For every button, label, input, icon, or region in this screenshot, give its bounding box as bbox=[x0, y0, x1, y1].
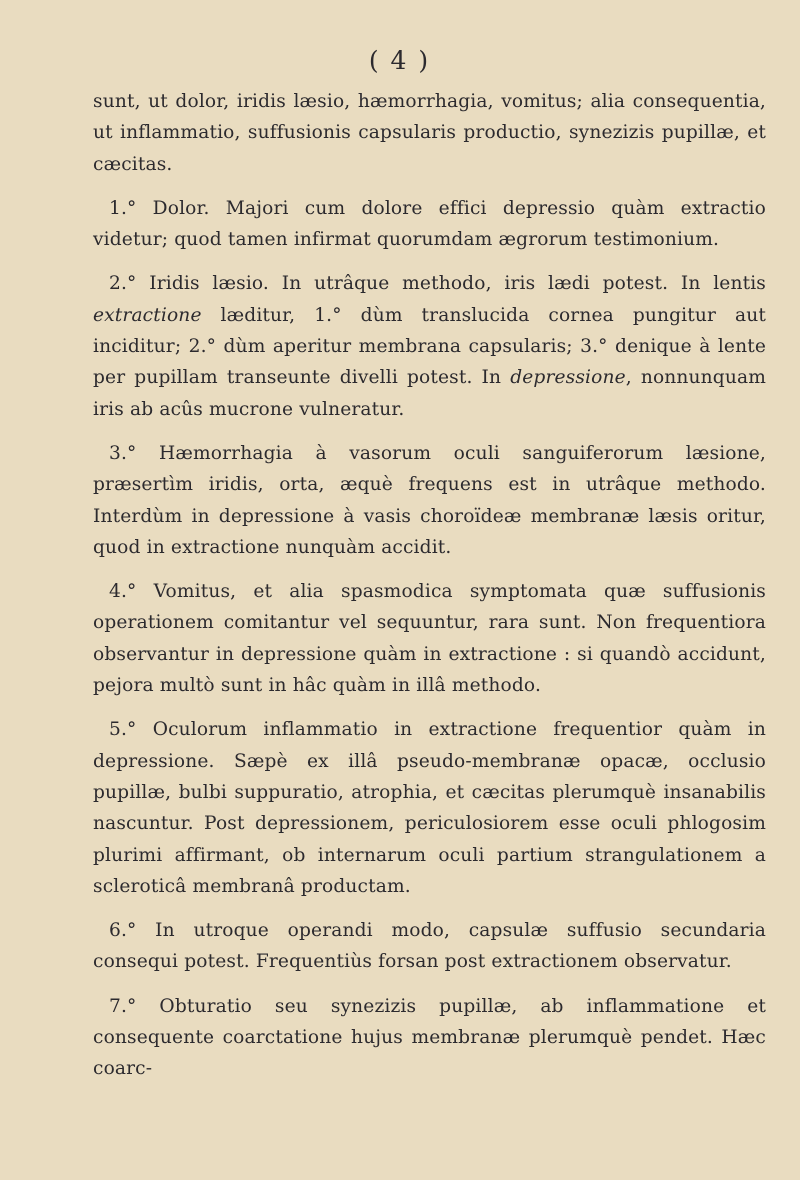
text-segment: 4.° Vomitus, et alia spasmodica symptomata quæ suffusionis operationem comitantur vel sequuntur, rara sunt. Non frequentiora observantur in depressione quàm in extractione : si quandò accidunt, pejora multò sunt in hâc quàm in illâ methodo. bbox=[93, 581, 766, 697]
text-segment: 7.° Obturatio seu synezizis pupillæ, ab inflammatione et consequente coarctatione hujus membranæ plerumquè pendet. Hæc coarc- bbox=[93, 995, 766, 1080]
paragraph-p2 bbox=[93, 268, 766, 424]
paragraph-p5 bbox=[93, 714, 766, 902]
page-number: ( 4 ) bbox=[368, 46, 431, 75]
paragraph-p7 bbox=[93, 991, 766, 1085]
text-segment: , nonnunquam iris ab acûs mucrone vulneratur. bbox=[93, 367, 766, 420]
text-segment: 3.° Hæmorrhagia à vasorum oculi sanguiferorum læsione, præsertìm iridis, orta, æquè frequens est in utrâque methodo. Interdùm in depressione à vasis choroïdeæ membranæ læsis oritur, quod in extractione nunquàm accidit. bbox=[93, 442, 766, 558]
paragraph-p6 bbox=[93, 915, 766, 978]
paragraph-p1 bbox=[93, 193, 766, 256]
text-segment: sunt, ut dolor, iridis læsio, hæmorrhagia, vomitus; alia consequentia, ut inflammatio, suffusionis capsularis productio, synezizis pupillæ, et cæcitas. bbox=[93, 91, 766, 175]
italic-term: extractione bbox=[93, 304, 202, 326]
paragraph-p3 bbox=[93, 438, 766, 563]
text-segment: 5.° Oculorum inflammatio in extractione frequentior quàm in depressione. Sæpè ex illâ pseudo-membranæ opacæ, occlusio pupillæ, bulbi suppuratio, atrophia, et cæcitas plerumquè insanabilis nascuntur. Post depressionem, periculosiorem esse oculi phlogosim plurimi affirmant, ob internarum oculi partium strangulationem a scleroticâ membranâ productam. bbox=[93, 719, 766, 897]
text-segment: 6.° In utroque operandi modo, capsulæ suffusio secundaria consequi potest. Frequentiùs forsan post extractionem observatur. bbox=[93, 920, 766, 973]
paragraph-p4 bbox=[93, 576, 766, 701]
text-segment: 1.° Dolor. Majori cum dolore effici depressio quàm extractio videtur; quod tamen infirmat quorumdam ægrorum testimonium. bbox=[93, 197, 766, 251]
text-segment: 2.° Iridis læsio. In utrâque methodo, iris lædi potest. In lentis bbox=[109, 273, 766, 295]
paragraph-intro bbox=[93, 86, 766, 180]
body-text bbox=[93, 86, 766, 1085]
text-segment: læditur, 1.° dùm translucida cornea pungitur aut inciditur; 2.° dùm aperitur membrana capsularis; 3.° denique à lente per pupillam transeunte divelli potest. In bbox=[93, 304, 766, 389]
italic-term: depressione bbox=[510, 367, 626, 389]
